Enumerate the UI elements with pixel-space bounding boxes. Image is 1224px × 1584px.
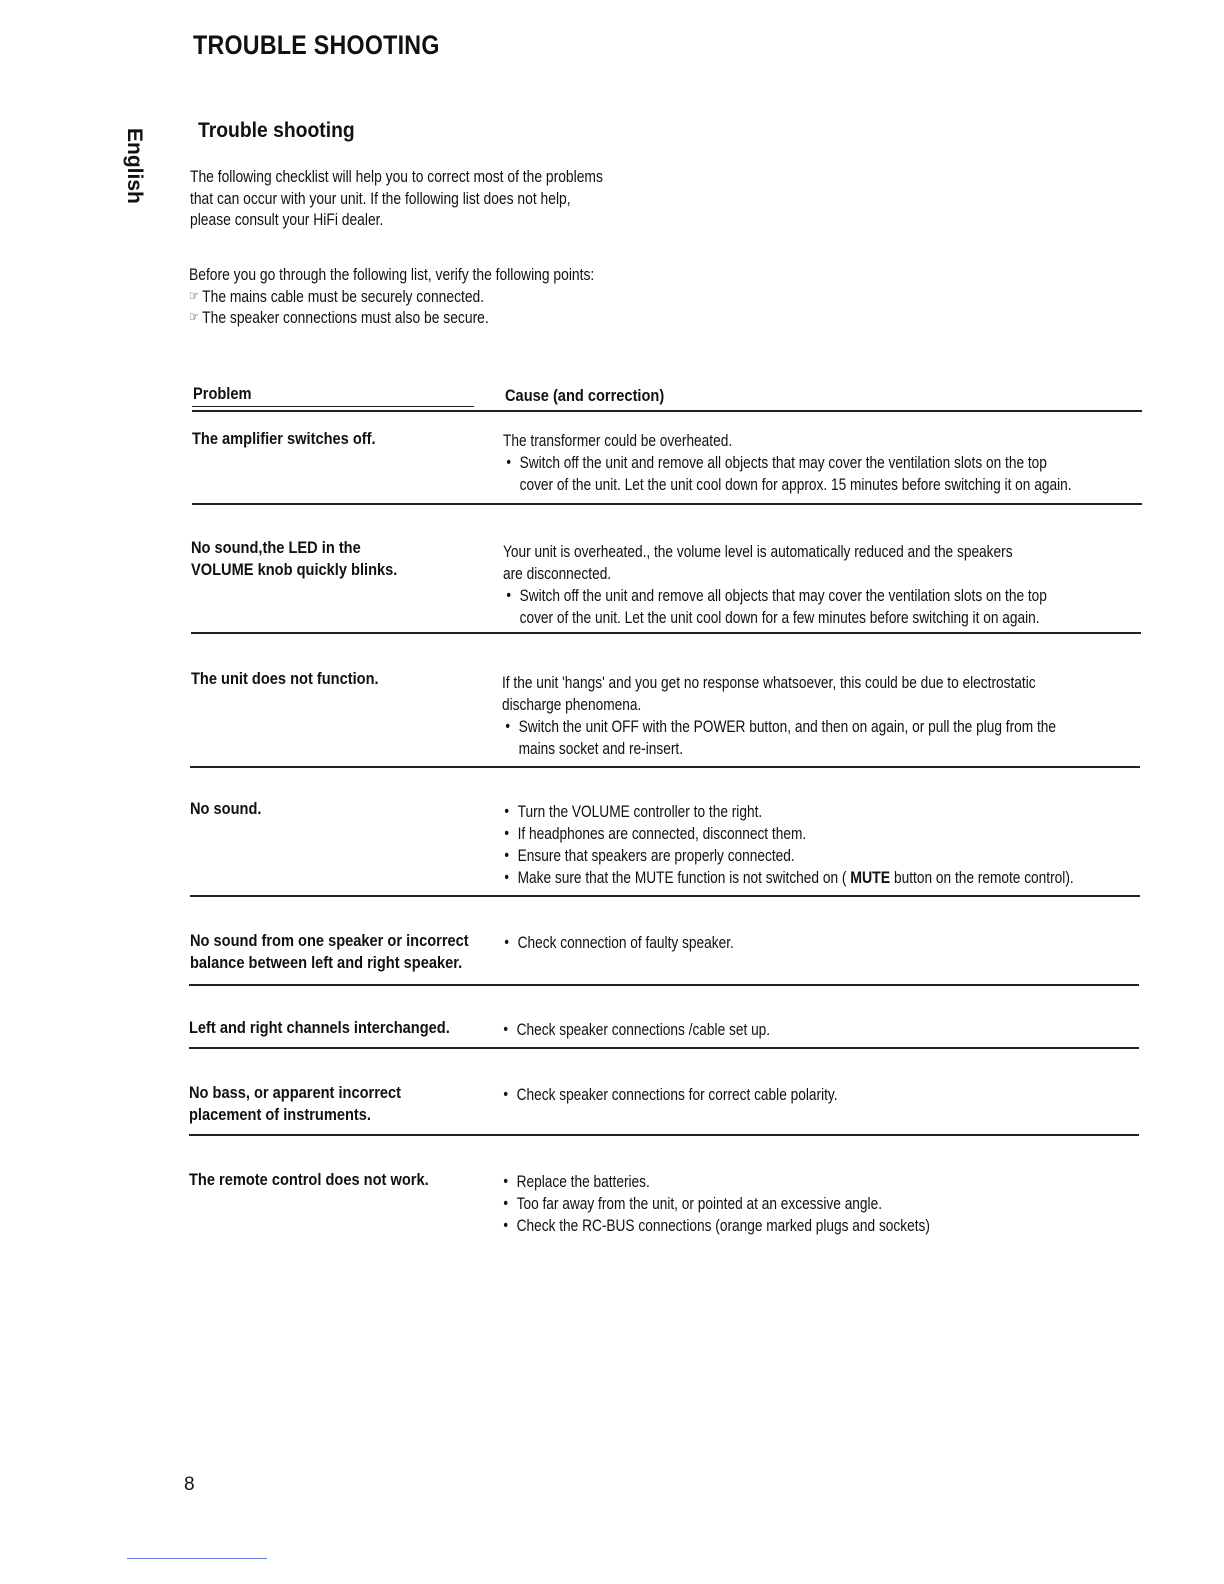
bullet-item: • Switch off the unit and remove all objects that may cover the ventilation slots on the top cover of the unit. Let the unit cool down for approx. 15 minutes before switching it on again. (503, 452, 1072, 496)
bullet-item: • If headphones are connected, disconnect them. (501, 823, 1074, 845)
page-number: 8 (184, 1474, 195, 1495)
row-divider (191, 632, 1141, 634)
pointing-hand-icon: ☞ (189, 287, 199, 303)
page-title: TROUBLE SHOOTING (193, 30, 440, 60)
cause-cell (500, 1019, 770, 1041)
problem-cell: No sound,the LED in the VOLUME knob quickly blinks. (191, 538, 398, 579)
language-tab: English (123, 128, 146, 204)
section-heading: Trouble shooting (198, 119, 355, 142)
bullet-item: • Turn the VOLUME controller to the right. (501, 801, 1074, 823)
cause-cell: Your unit is overheated., the volume level is automatically reduced and the speakers are disconnected. • Switch off the unit and remove all objects that may cover the ventilation slots on the top cover of the unit. Let the unit cool down for a few minutes before switching it on again. (503, 541, 1047, 629)
cause-cell: The transformer could be overheated. • Switch off the unit and remove all objects that may cover the ventilation slots on the top cover of the unit. Let the unit cool down for approx. 15 minutes before switching it on again. (503, 430, 1072, 496)
problem-cell: No sound from one speaker or incorrect balance between left and right speaker. (190, 931, 469, 972)
row-divider (192, 503, 1142, 505)
intro-line: that can occur with your unit. If the following list does not help, (190, 189, 571, 208)
bullet-item: • Check speaker connections for correct cable polarity. (500, 1084, 838, 1106)
bullet-item: • Replace the batteries. (500, 1171, 930, 1193)
problem-cell: The unit does not function. (191, 669, 379, 688)
problem-header-underline (192, 406, 474, 407)
cause-cell: If the unit 'hangs' and you get no response whatsoever, this could be due to electrostatic discharge phenomena. • Switch the unit OFF with the POWER button, and then on again, or pull the plug from the mains socket and re-insert. (502, 672, 1056, 760)
bullet-item: • Ensure that speakers are properly connected. (501, 845, 1074, 867)
row-divider (189, 1047, 1139, 1049)
verify-point: ☞ The speaker connections must also be secure. (189, 309, 489, 327)
verify-intro: Before you go through the following list, verify the following points: (189, 266, 595, 284)
bullet-item: • Make sure that the MUTE function is not switched on ( MUTE button on the remote control). (501, 867, 1074, 889)
cause-cell (500, 1171, 930, 1237)
row-divider (189, 1134, 1139, 1136)
intro-line: The following checklist will help you to correct most of the problems (190, 168, 603, 186)
problem-cell: The amplifier switches off. (192, 429, 376, 448)
cause-column-header: Cause (and correction) (505, 386, 665, 405)
pointing-hand-icon: ☞ (189, 309, 199, 324)
verify-point: ☞ The mains cable must be securely connected. (189, 287, 485, 306)
problem-cell: No sound. (190, 799, 262, 818)
intro-paragraph (190, 167, 603, 232)
problem-column-header: Problem (193, 384, 252, 403)
bullet-item: • Check speaker connections /cable set up. (500, 1019, 770, 1041)
problem-cell: Left and right channels interchanged. (189, 1018, 450, 1037)
bullet-item: • Check connection of faulty speaker. (501, 932, 734, 954)
bullet-item: • Switch the unit OFF with the POWER button, and then on again, or pull the plug from the mains socket and re-insert. (502, 716, 1056, 760)
cause-cell (501, 801, 1074, 889)
cause-cell (500, 1084, 838, 1106)
problem-cell: No bass, or apparent incorrect placement of instruments. (189, 1083, 402, 1124)
intro-line: please consult your HiFi dealer. (190, 211, 384, 229)
row-divider (189, 984, 1139, 986)
bullet-item: • Too far away from the unit, or pointed at an excessive angle. (500, 1193, 930, 1215)
scan-artifact-line (127, 1558, 267, 1559)
problem-cell: The remote control does not work. (189, 1170, 429, 1189)
row-divider (190, 895, 1140, 897)
header-rule (192, 410, 1142, 412)
row-divider (190, 766, 1140, 768)
cause-cell (501, 932, 734, 954)
bullet-item: • Check the RC-BUS connections (orange marked plugs and sockets) (500, 1215, 930, 1237)
verify-block (189, 265, 594, 330)
bullet-item: • Switch off the unit and remove all objects that may cover the ventilation slots on the top cover of the unit. Let the unit cool down for a few minutes before switching it on again. (503, 585, 1047, 629)
